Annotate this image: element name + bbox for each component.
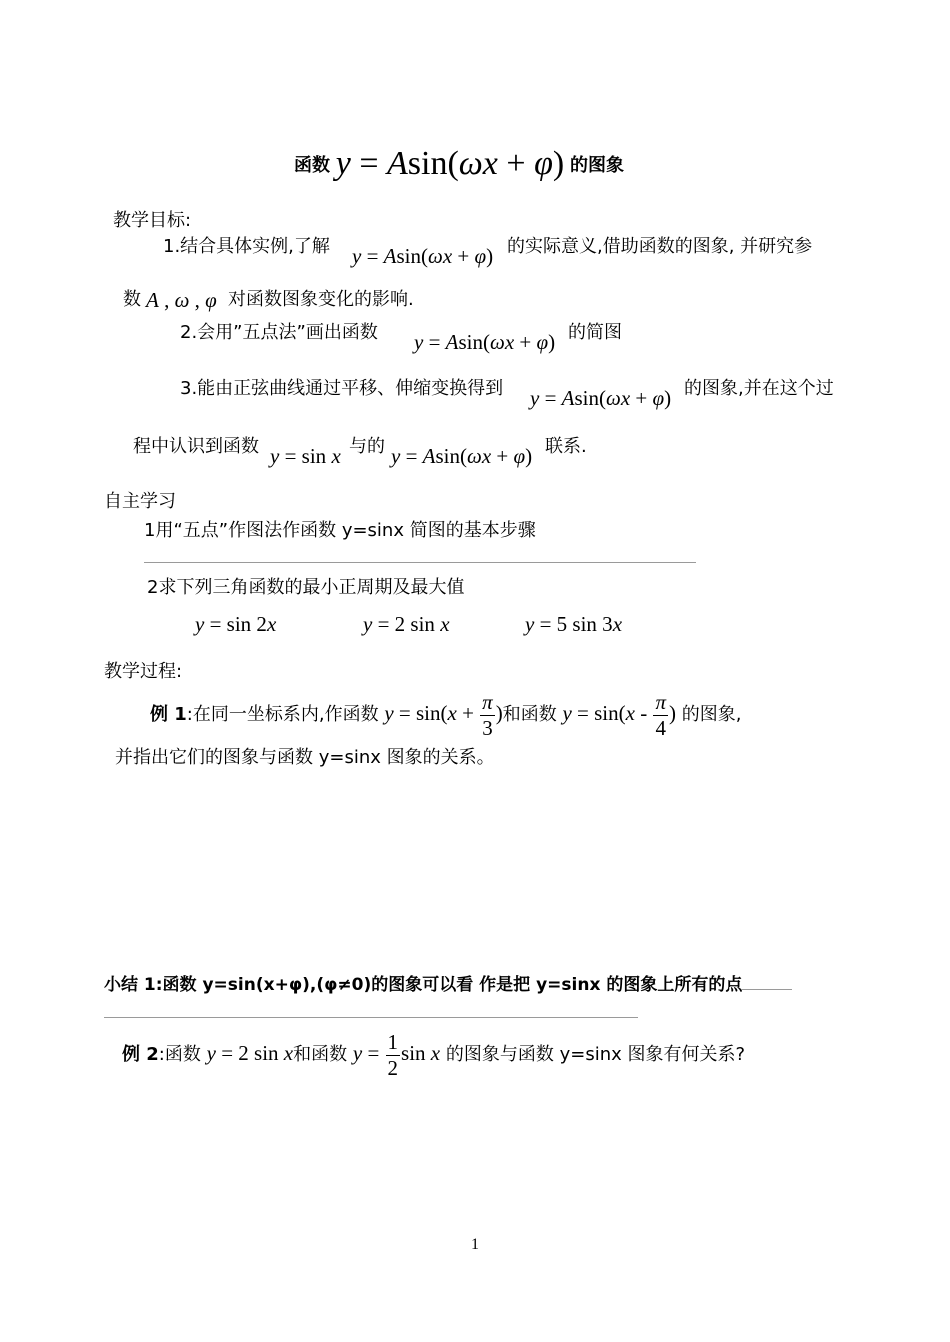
example-1-formula-1: y = sin(x + $\frac{\pi}{3}$ ) xyxy=(384,689,503,740)
objectives-heading: 教学目标: xyxy=(113,210,192,231)
objective-3-line-e: 联系. xyxy=(545,436,587,457)
self-study-formula-3: y = 5 sin 3x xyxy=(525,612,623,636)
example-2-formula-1: y = 2 sin x xyxy=(206,1041,294,1065)
example-2-line xyxy=(122,1026,745,1080)
example-1-text-a: :在同一坐标系内,作函数 xyxy=(186,704,379,725)
self-study-formula-2: y = 2 sin x xyxy=(363,612,450,636)
example-1-formula-2: y = sin(x - $\frac{\pi}{4}$ ) xyxy=(562,689,676,740)
self-study-formula-1: y = sin 2x xyxy=(195,612,277,636)
objective-1-line-c-suffix: 对函数图象变化的影响. xyxy=(228,289,414,310)
objective-1-line-a: 1.结合具体实例,了解 xyxy=(163,236,330,257)
example-1-line xyxy=(150,687,741,739)
page-title xyxy=(294,145,624,191)
objective-1-line-b: 的实际意义,借助函数的图象, 并研究参 xyxy=(507,236,813,257)
self-study-q1: 1用“五点”作图法作函数 y=sinx 简图的基本步骤 xyxy=(144,520,536,541)
example-2-text-b: 和函数 xyxy=(293,1044,348,1065)
example-2-label: 例 2 xyxy=(122,1044,159,1065)
objective-3-line-c: 程中认识到函数 xyxy=(133,436,259,457)
title-formula: y = Asin(ωx + φ) xyxy=(335,145,565,182)
example-1-text-c: 的图象, xyxy=(681,704,742,725)
objective-3-line-b: 的图象,并在这个过 xyxy=(684,378,834,399)
example-2-formula-2: y = $\frac{1}{2}$ sin x xyxy=(352,1029,441,1080)
objective-1-formula: y = Asin(ωx + φ) xyxy=(352,244,494,268)
objective-3-line-a: 3.能由正弦曲线通过平移、伸缩变换得到 xyxy=(180,378,504,399)
summary-1 xyxy=(104,970,792,995)
objective-3-formula-3: y = Asin(ωx + φ) xyxy=(391,444,533,468)
objective-2-line-b: 的简图 xyxy=(568,322,622,343)
objective-3-formula-2: y = sin x xyxy=(270,444,341,468)
example-1-label: 例 1 xyxy=(150,704,187,725)
example-1-text-d: 并指出它们的图象与函数 y=sinx 图象的关系。 xyxy=(115,747,495,768)
answer-line-2 xyxy=(104,1017,638,1018)
objective-2-formula: y = Asin(ωx + φ) xyxy=(414,330,556,354)
self-study-heading: 自主学习 xyxy=(104,491,176,512)
objective-1-params: A , ω , φ xyxy=(146,288,217,312)
objective-1-line-c-prefix: 数 xyxy=(123,289,141,310)
process-heading: 教学过程: xyxy=(104,661,183,682)
example-2-text-a: :函数 xyxy=(158,1044,201,1065)
title-prefix: 函数 xyxy=(294,155,330,176)
page-number: 1 xyxy=(471,1236,479,1253)
self-study-q2: 2求下列三角函数的最小正周期及最大值 xyxy=(147,577,465,598)
objective-2-line-a: 2.会用”五点法”画出函数 xyxy=(180,322,378,343)
summary-1-blank xyxy=(742,989,792,990)
title-suffix: 的图象 xyxy=(569,155,624,176)
answer-line-1 xyxy=(144,562,696,563)
example-1-text-b: 和函数 xyxy=(502,704,557,725)
example-2-text-c: 的图象与函数 y=sinx 图象有何关系? xyxy=(445,1044,746,1065)
summary-1-text: 小结 1:函数 y=sin(x+φ),(φ≠0)的图象可以看 作是把 y=sinx 的图象上所有的点 xyxy=(104,975,743,995)
objective-3-line-d: 与的 xyxy=(349,436,385,457)
objective-3-formula: y = Asin(ωx + φ) xyxy=(530,386,672,410)
